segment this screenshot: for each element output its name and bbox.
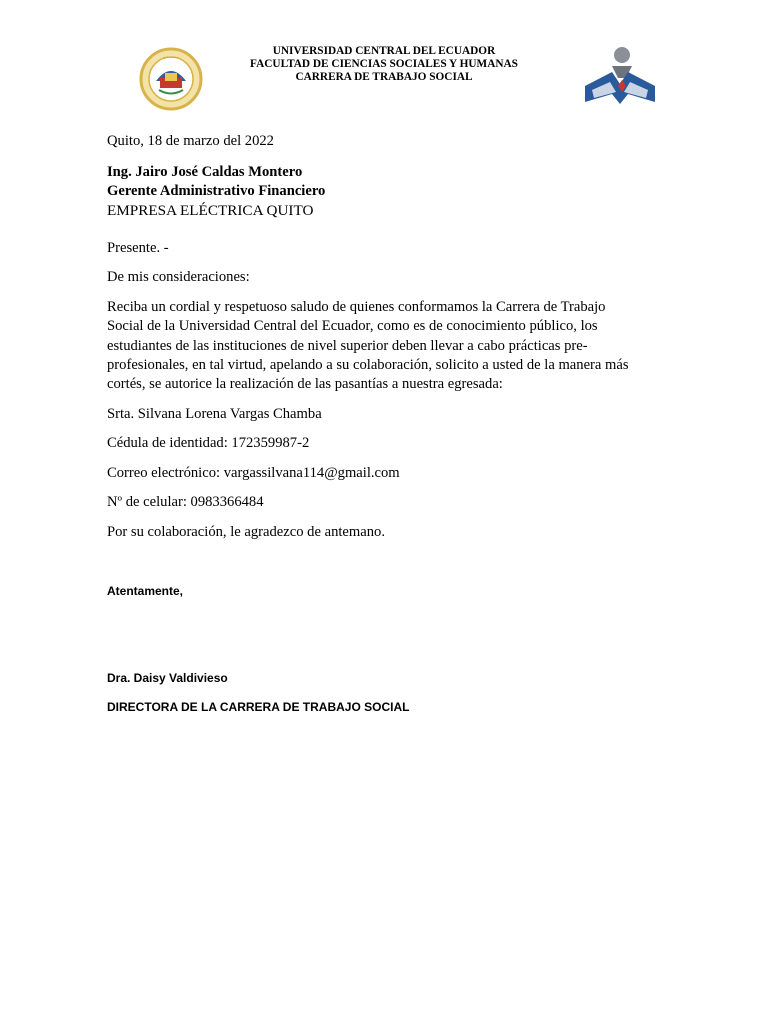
recipient-block (107, 163, 325, 220)
university-seal-icon (139, 47, 203, 111)
body-paragraph (107, 298, 647, 394)
career-emblem-icon (582, 44, 658, 108)
closing: Atentamente, (107, 584, 184, 598)
greeting: Presente. - (107, 240, 169, 256)
svg-text:· · · · ·: · · · · · (163, 55, 179, 61)
student-phone: Nº de celular: 0983366484 (107, 494, 264, 510)
letter-date: Quito, 18 de marzo del 2022 (107, 133, 274, 149)
body-line: Social de la Universidad Central del Ecuador, como es de conocimiento público, los (107, 318, 598, 335)
student-email: Correo electrónico: vargassilvana114@gmail.com (107, 465, 400, 481)
thanks-line: Por su colaboración, le agradezco de antemano. (107, 524, 385, 540)
body-line: Reciba un cordial y respetuoso saludo de quienes conformamos la Carrera de Trabajo (107, 299, 606, 315)
student-id: Cédula de identidad: 172359987-2 (107, 435, 310, 451)
body-line: cortés, se autorice la realización de las pasantías a nuestra egresada: (107, 376, 503, 393)
salutation: De mis consideraciones: (107, 269, 250, 285)
body-line: profesionales, en tal virtud, apelando a su colaboración, solicito a usted de la manera más (107, 356, 629, 373)
faculty-name: FACULTAD DE CIENCIAS SOCIALES Y HUMANAS (250, 58, 518, 70)
recipient-name: Ing. Jairo José Caldas Montero (107, 164, 303, 180)
body-line: estudiantes de las instituciones de nivel superior deben llevar a cabo prácticas pre- (107, 337, 588, 354)
university-name: UNIVERSIDAD CENTRAL DEL ECUADOR (272, 45, 496, 57)
letterhead (214, 45, 554, 84)
career-name: CARRERA DE TRABAJO SOCIAL (295, 71, 473, 83)
recipient-title: Gerente Administrativo Financiero (107, 183, 326, 199)
signer-name: Dra. Daisy Valdivieso (107, 671, 228, 685)
student-name: Srta. Silvana Lorena Vargas Chamba (107, 406, 322, 422)
recipient-company: EMPRESA ELÉCTRICA QUITO (107, 202, 314, 219)
signer-position: DIRECTORA DE LA CARRERA DE TRABAJO SOCIAL (107, 700, 410, 714)
